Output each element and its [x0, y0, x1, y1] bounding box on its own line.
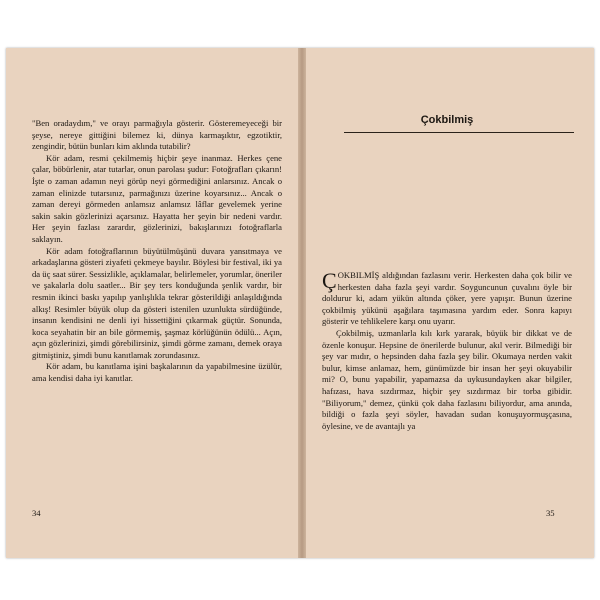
right-page-number: 35 [546, 508, 555, 518]
left-page-number: 34 [32, 508, 41, 518]
book-spread [6, 48, 594, 558]
right-paragraph-1 [322, 270, 572, 328]
left-paragraph-1: "Ben oradaydım," ve orayı parmağıyla gösterir. Gösteremeyeceği bir şeyse, nereye gittiğini bilemez ki, dünya karmaşıktır, egzotiktir, zengindir, bütün bunları kim aklında tutabilir? [32, 118, 282, 152]
right-paragraph-2: Çokbilmiş, uzmanlarla kılı kırk yararak, büyük bir dikkat ve de özenle konuşur. Hepsine de önerilerde bulunur, akıl verir. Bilmediği bir şey var mıdır, o hepsinden daha fazla şey bilir. Okumaya nerden vakit bulur, kimse anlamaz, hem, günümüzde bir insan her şeyi okuyabilir mi? O, bunu yapabilir, yapamazsa da uykusundayken akar bilgiler, hafızası, hava sızdırmaz, hiçbir şey sızdırmaz bir torba gibidir. "Biliyorum," demez, çünkü çok daha fazlasını biliyordur, ama anında, bildiği o fazla şeyi söyler, havadan sudan konuşuyormuşçasına, öylesine, ve de avantajlı ya [322, 327, 572, 431]
left-paragraph-4: Kör adam, bu kanıtlama işini başkalarının da yapabilmesine üzülür, ama kendisi daha iyi kanıtlar. [32, 361, 282, 384]
book-gutter [298, 48, 306, 558]
right-page-text [322, 270, 572, 432]
left-page-text [32, 118, 282, 385]
left-paragraph-2: Kör adam, resmi çekilmemiş hiçbir şeye inanmaz. Herkes çene çalar, böbürlenir, atar tutarlar, onun parolası şudur: Fotoğrafları çıkarın! İşte o zaman adamın neyi görüp neyi görmediğini anlarsınız. Ancak o zaman elinizde tutarsınız, parmağınızı üzerine koyarsınız... Ancak o zaman dereyi görmeden anlamsız anlamsız lâflar gevelemek yerine sakin sakin gözlerinizi açarsınız. Hayatta her şeyin bir nedeni vardır. Her şeyin fazlası zarardır, gözlerinizi, bakışlarınızı fotoğraflarla saklayın. [32, 152, 282, 244]
chapter-title: Çokbilmiş [420, 114, 474, 126]
left-paragraph-3: Kör adam fotoğraflarının büyütülmüşünü duvara yansıtmaya ve arkadaşlarına gösteri ziyafeti çekmeye bayılır. Böylesi bir festival, iki ya da üç saat sürer. Sessizlikle, açıklamalar, belirlemeler, yorumlar, öneriler ve şakalarla dolu saatler... Bir şey ters konduğunda şenlik vardır, bir resmin ikinci baskı yapılıp yanlışlıkla tekrar gösterildiği anlaşıldığında alkış! Resimler büyük olup da gösteri istenilen uzunlukta sürdüğünde, insanın kendisini ne denli iyi hissettiğini çıkarmak güçtür. Sonunda, koca seyahatin bir an bile görmemiş, şaşmaz körlüğünün ödülü... Açın, açın gözlerinizi, şimdi görebilirsiniz, şimdi görme zamanı, demek oraya gitmiştiniz, şimdi bunu kanıtlamak zorundasınız. [32, 245, 282, 360]
right-paragraph-1-text: OKBILMİŞ aldığından fazlasını verir. Herkesten daha çok bilir ve herkesten daha fazla şeyi vardır. Soyguncunun çuvalını öyle bir doldurur ki, adam yükün altında çöker, yere yapışır. Bunun üzerine çokbilmiş yükünü aşağılara taşımasına yardım eder. Sonra kapıyı gösterir ve tehlikelere karşı onu uyarır. [322, 270, 572, 327]
title-rule [344, 132, 574, 133]
drop-cap: Ç [322, 268, 337, 293]
